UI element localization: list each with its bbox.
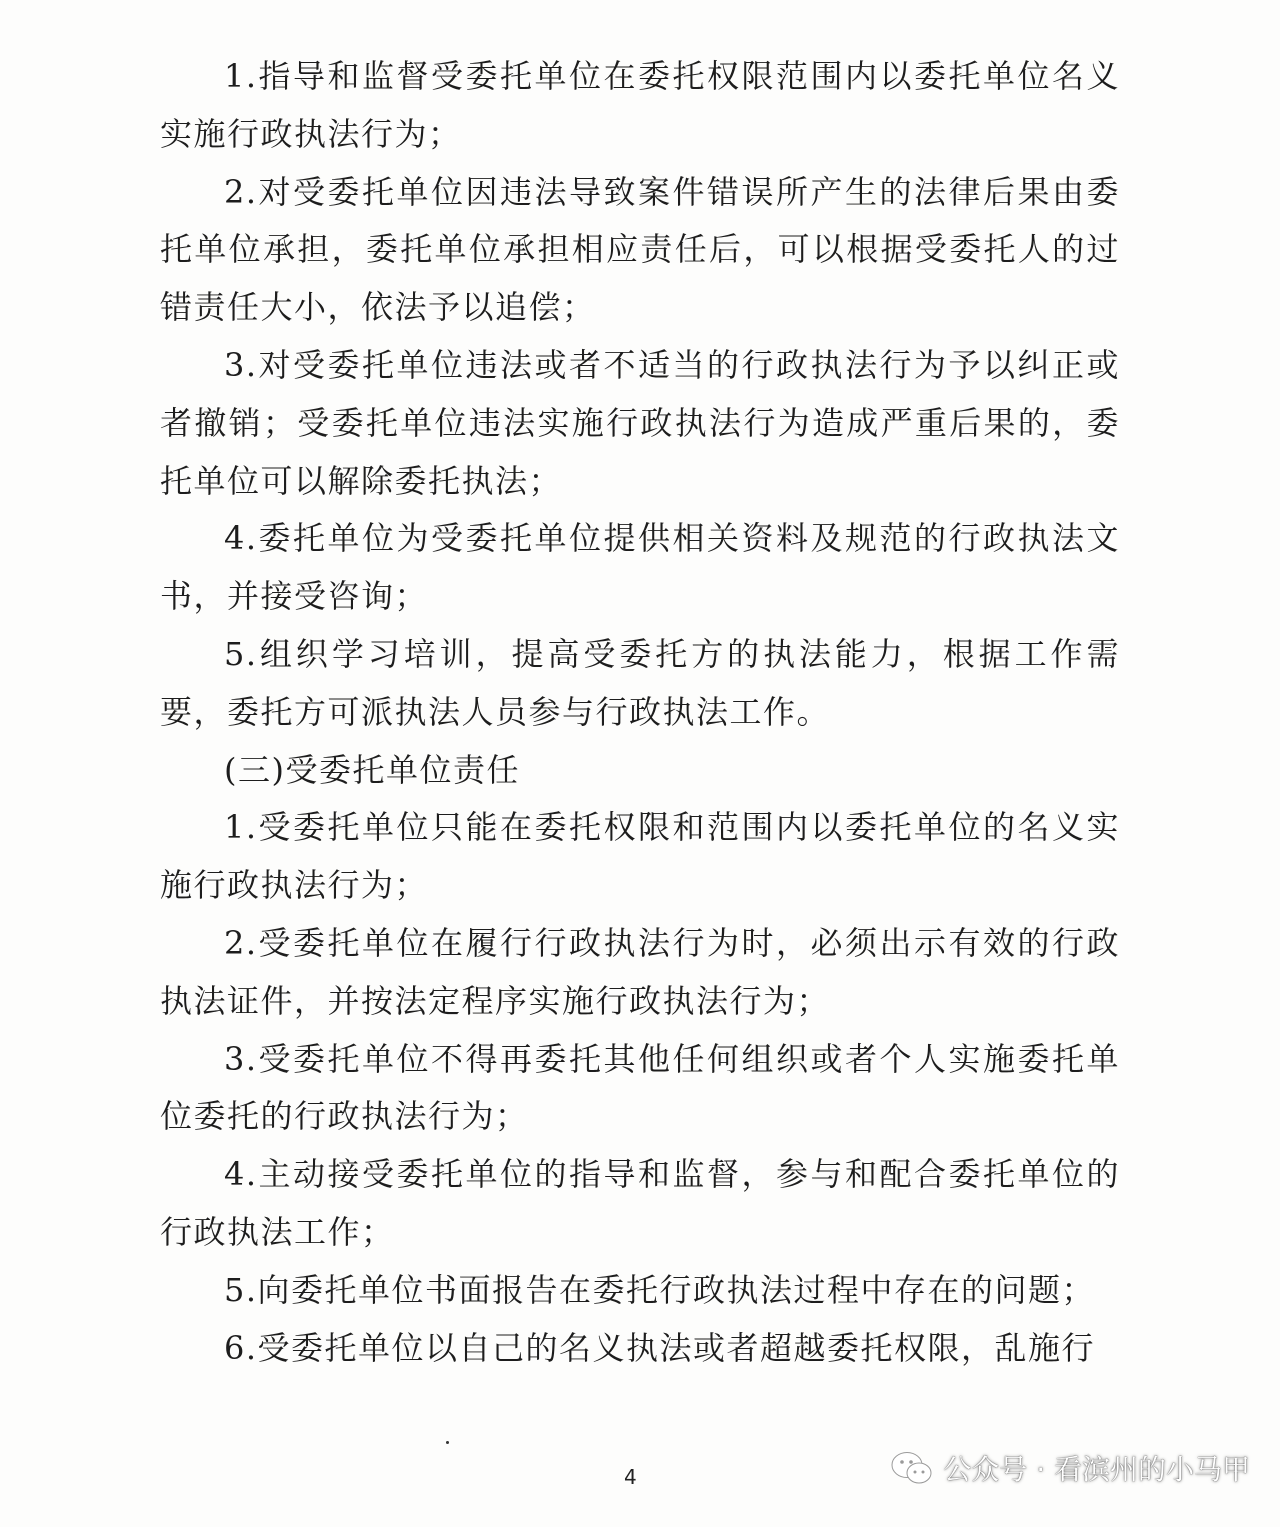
- section-item: 3.受委托单位不得再委托其他任何组织或者个人实施委托单位委托的行政执法行为；: [160, 1039, 1120, 1136]
- document-body: [160, 48, 1120, 1377]
- paragraph: 3.对受委托单位违法或者不适当的行政执法行为予以纠正或者撤销；受委托单位违法实施行政执法行为造成严重后果的，委托单位可以解除委托执法；: [160, 345, 1120, 500]
- wechat-icon: [889, 1448, 935, 1488]
- paragraph: 4.委托单位为受委托单位提供相关资料及规范的行政执法文书，并接受咨询；: [160, 519, 1120, 616]
- section-item: 1.受委托单位只能在委托权限和范围内以委托单位的名义实施行政执法行为；: [160, 808, 1120, 905]
- scan-speck: [446, 1441, 449, 1444]
- section-item: 5.向委托单位书面报告在委托行政执法过程中存在的问题；: [224, 1270, 1096, 1309]
- section-heading: (三)受委托单位责任: [224, 750, 520, 789]
- watermark: [889, 1448, 1250, 1488]
- section-item: 6.受委托单位以自己的名义执法或者超越委托权限，乱施行: [224, 1328, 1096, 1367]
- paragraph: 2.对受委托单位因违法导致案件错误所产生的法律后果由委托单位承担，委托单位承担相应责任后，可以根据受委托人的过错责任大小，依法予以追偿；: [160, 172, 1120, 327]
- paragraph: 5.组织学习培训，提高受委托方的执法能力，根据工作需要，委托方可派执法人员参与行政执法工作。: [160, 634, 1120, 731]
- page-number: 4: [624, 1465, 637, 1489]
- section-item: 2.受委托单位在履行行政执法行为时，必须出示有效的行政执法证件，并按法定程序实施行政执法行为；: [160, 923, 1120, 1020]
- paragraph: 1.指导和监督受委托单位在委托权限范围内以委托单位名义实施行政执法行为；: [160, 57, 1120, 153]
- watermark-text: 公众号 · 看滨州的小马甲: [943, 1453, 1250, 1486]
- section-item: 4.主动接受委托单位的指导和监督，参与和配合委托单位的行政执法工作；: [160, 1155, 1120, 1251]
